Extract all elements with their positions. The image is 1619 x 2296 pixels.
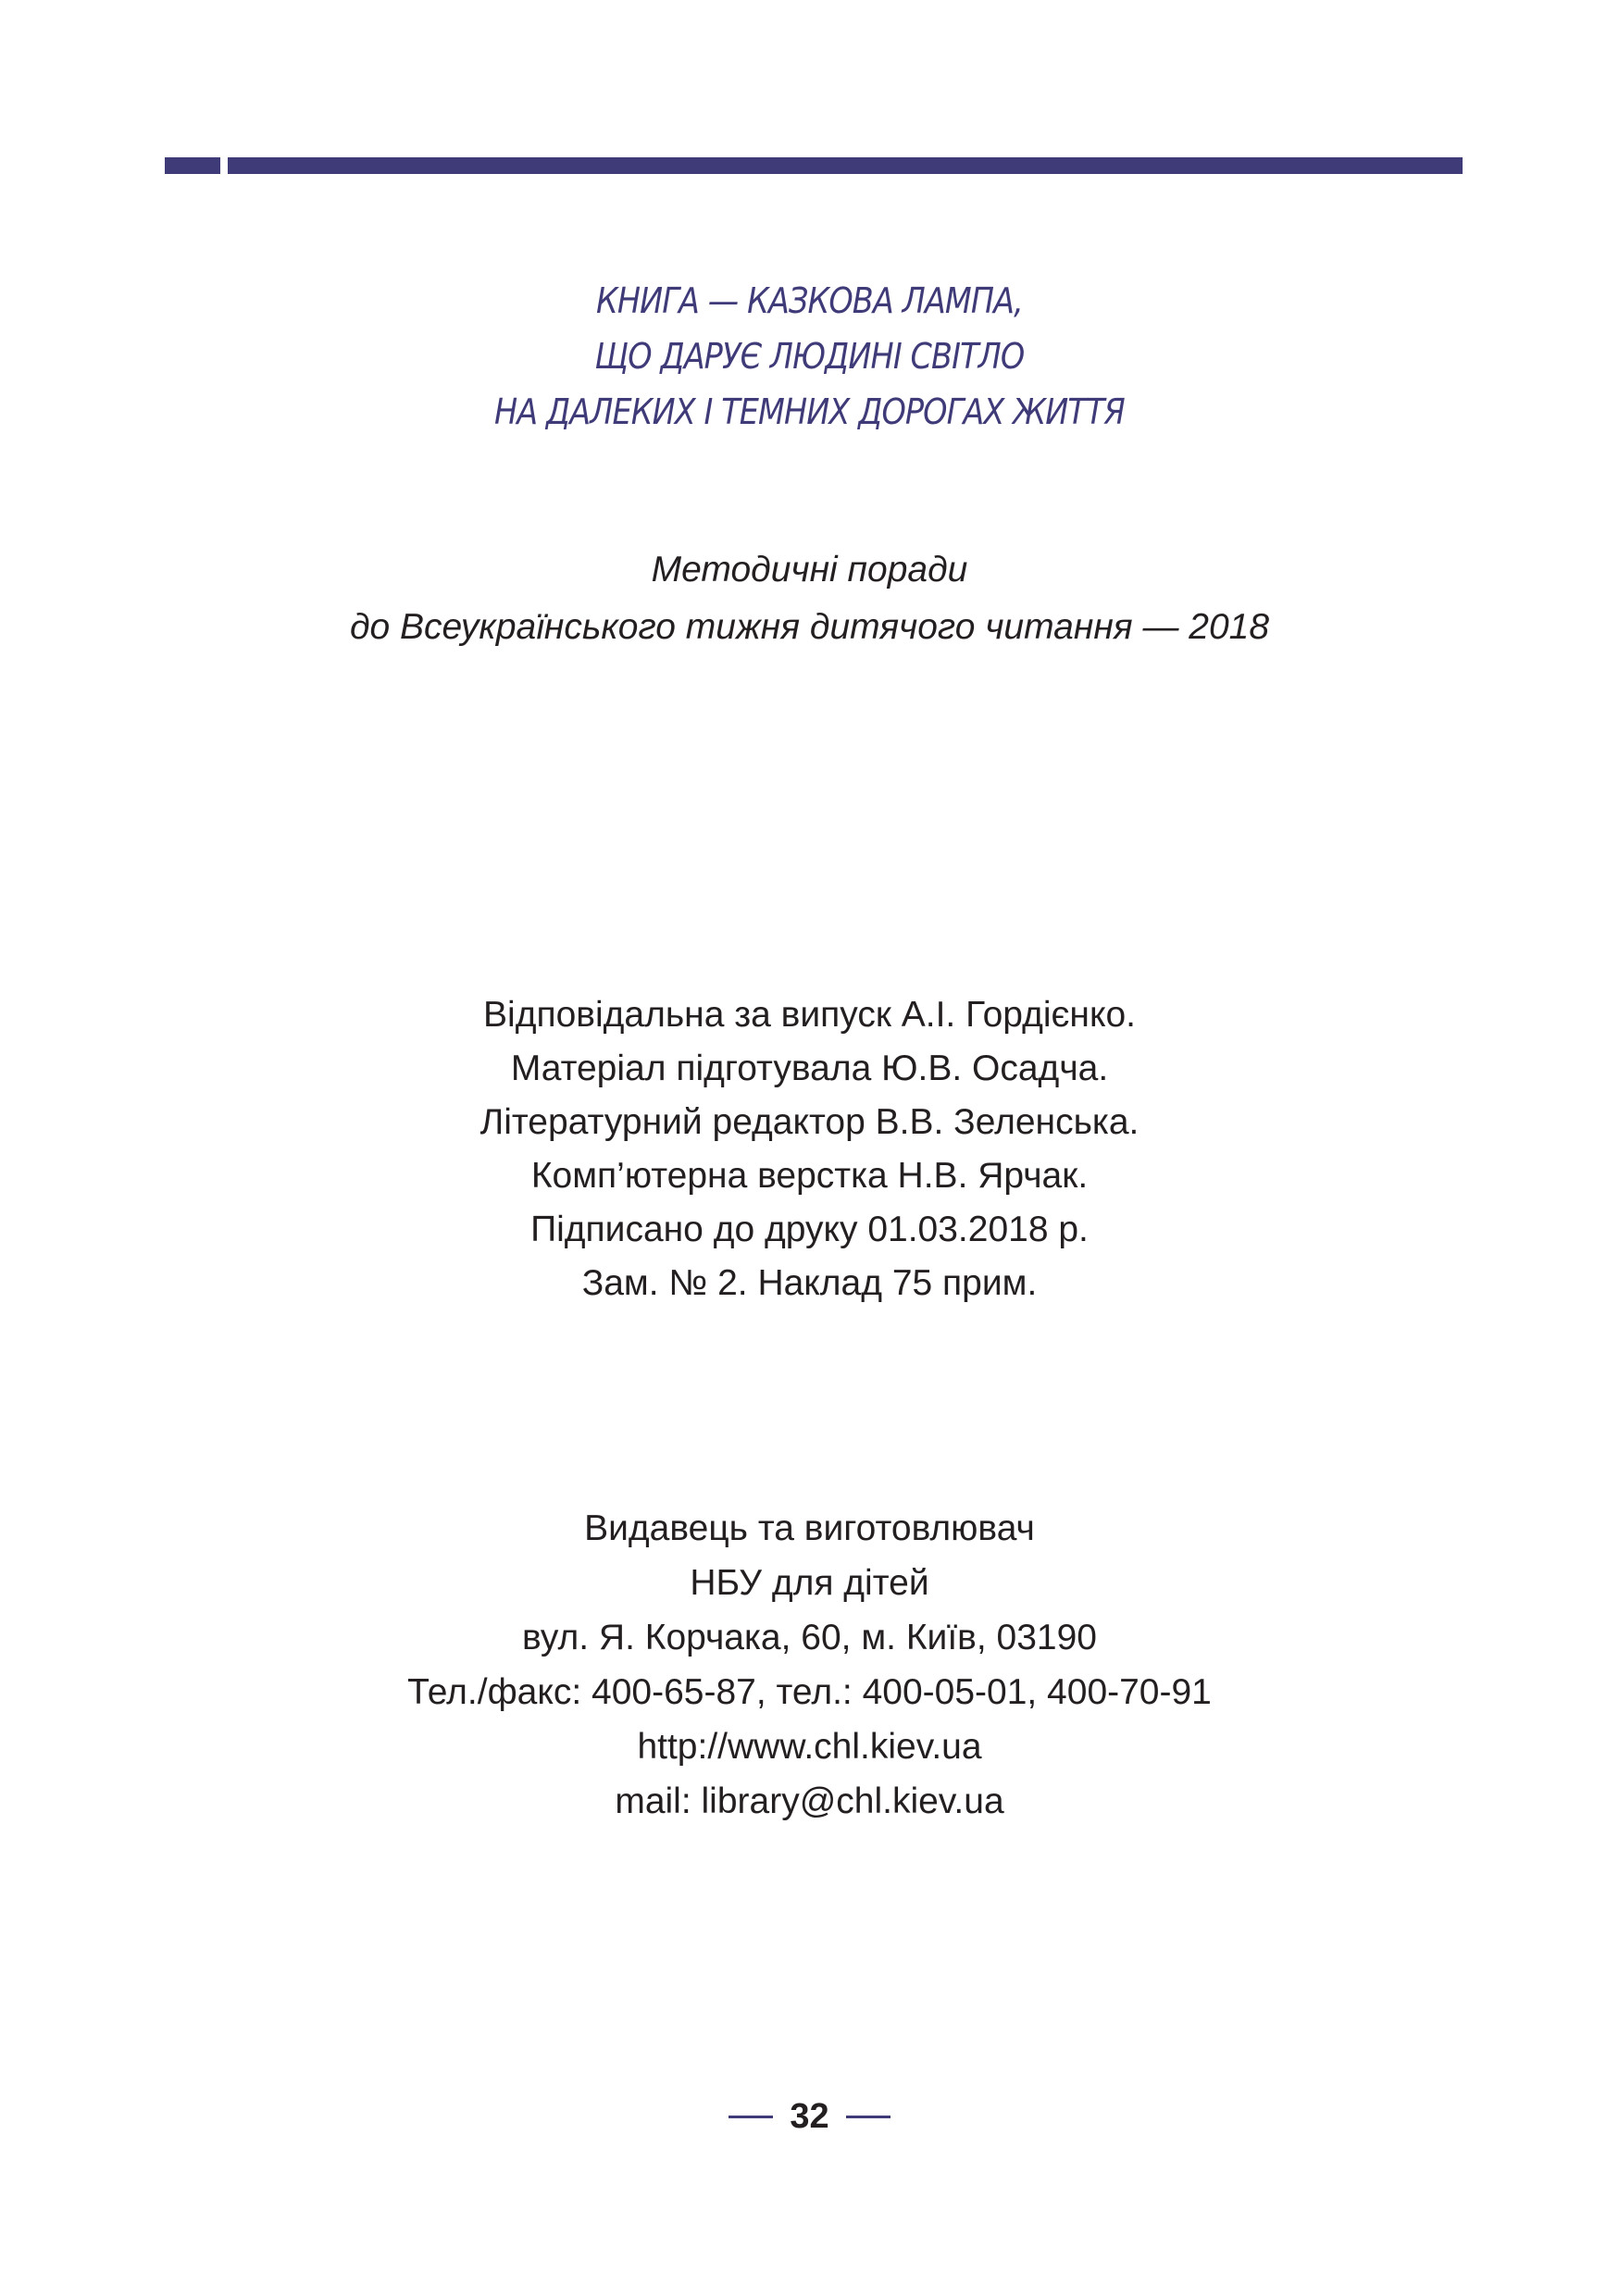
publisher-line: НБУ для дітей [690,1563,929,1603]
credits [0,988,1619,1310]
publisher-website: http://www.chl.kiev.ua [637,1727,982,1767]
publisher-address: вул. Я. Корчака, 60, м. Київ, 03190 [521,1618,1097,1657]
credits-line: Відповідальна за випуск А.І. Гордієнко. [483,995,1136,1035]
top-bar-long-segment [228,157,1463,174]
book-title-line: ЩО ДАРУЄ ЛЮДИНІ СВІТЛО [594,336,1025,377]
credits-line: Літературний редактор В.В. Зеленська. [479,1102,1140,1142]
book-title-line: НА ДАЛЕКИХ І ТЕМНИХ ДОРОГАХ ЖИТТЯ [493,391,1125,432]
page-number-text: 32 [790,2096,829,2136]
credits-line: Зам. № 2. Наклад 75 прим. [581,1263,1038,1303]
book-title-line: КНИГА — КАЗКОВА ЛАМПА, [596,280,1023,321]
publisher-line: Видавець та виготовлювач [584,1508,1035,1548]
subtitle-line: до Всеукраїнського тижня дитячого читання — 2018 [349,607,1270,647]
top-bar-short-segment [165,157,220,174]
subtitle [0,541,1619,656]
credits-line: Підписано до друку 01.03.2018 р. [530,1210,1089,1249]
subtitle-line: Методичні поради [651,550,968,590]
publisher-email: mail: library@chl.kiev.ua [615,1781,1004,1821]
publisher-phone: Тел./факс: 400-65-87, тел.: 400-05-01, 400-70-91 [407,1672,1212,1712]
publisher-info [0,1501,1619,1829]
credits-line: Комп’ютерна верстка Н.В. Ярчак. [530,1156,1089,1196]
top-decorative-bar [165,157,1463,174]
page-number [0,2093,1619,2140]
book-title [97,273,1522,440]
page-number-left-dash [729,2116,773,2118]
page-number-right-dash [846,2116,890,2118]
credits-line: Матеріал підготувала Ю.В. Осадча. [510,1049,1109,1088]
